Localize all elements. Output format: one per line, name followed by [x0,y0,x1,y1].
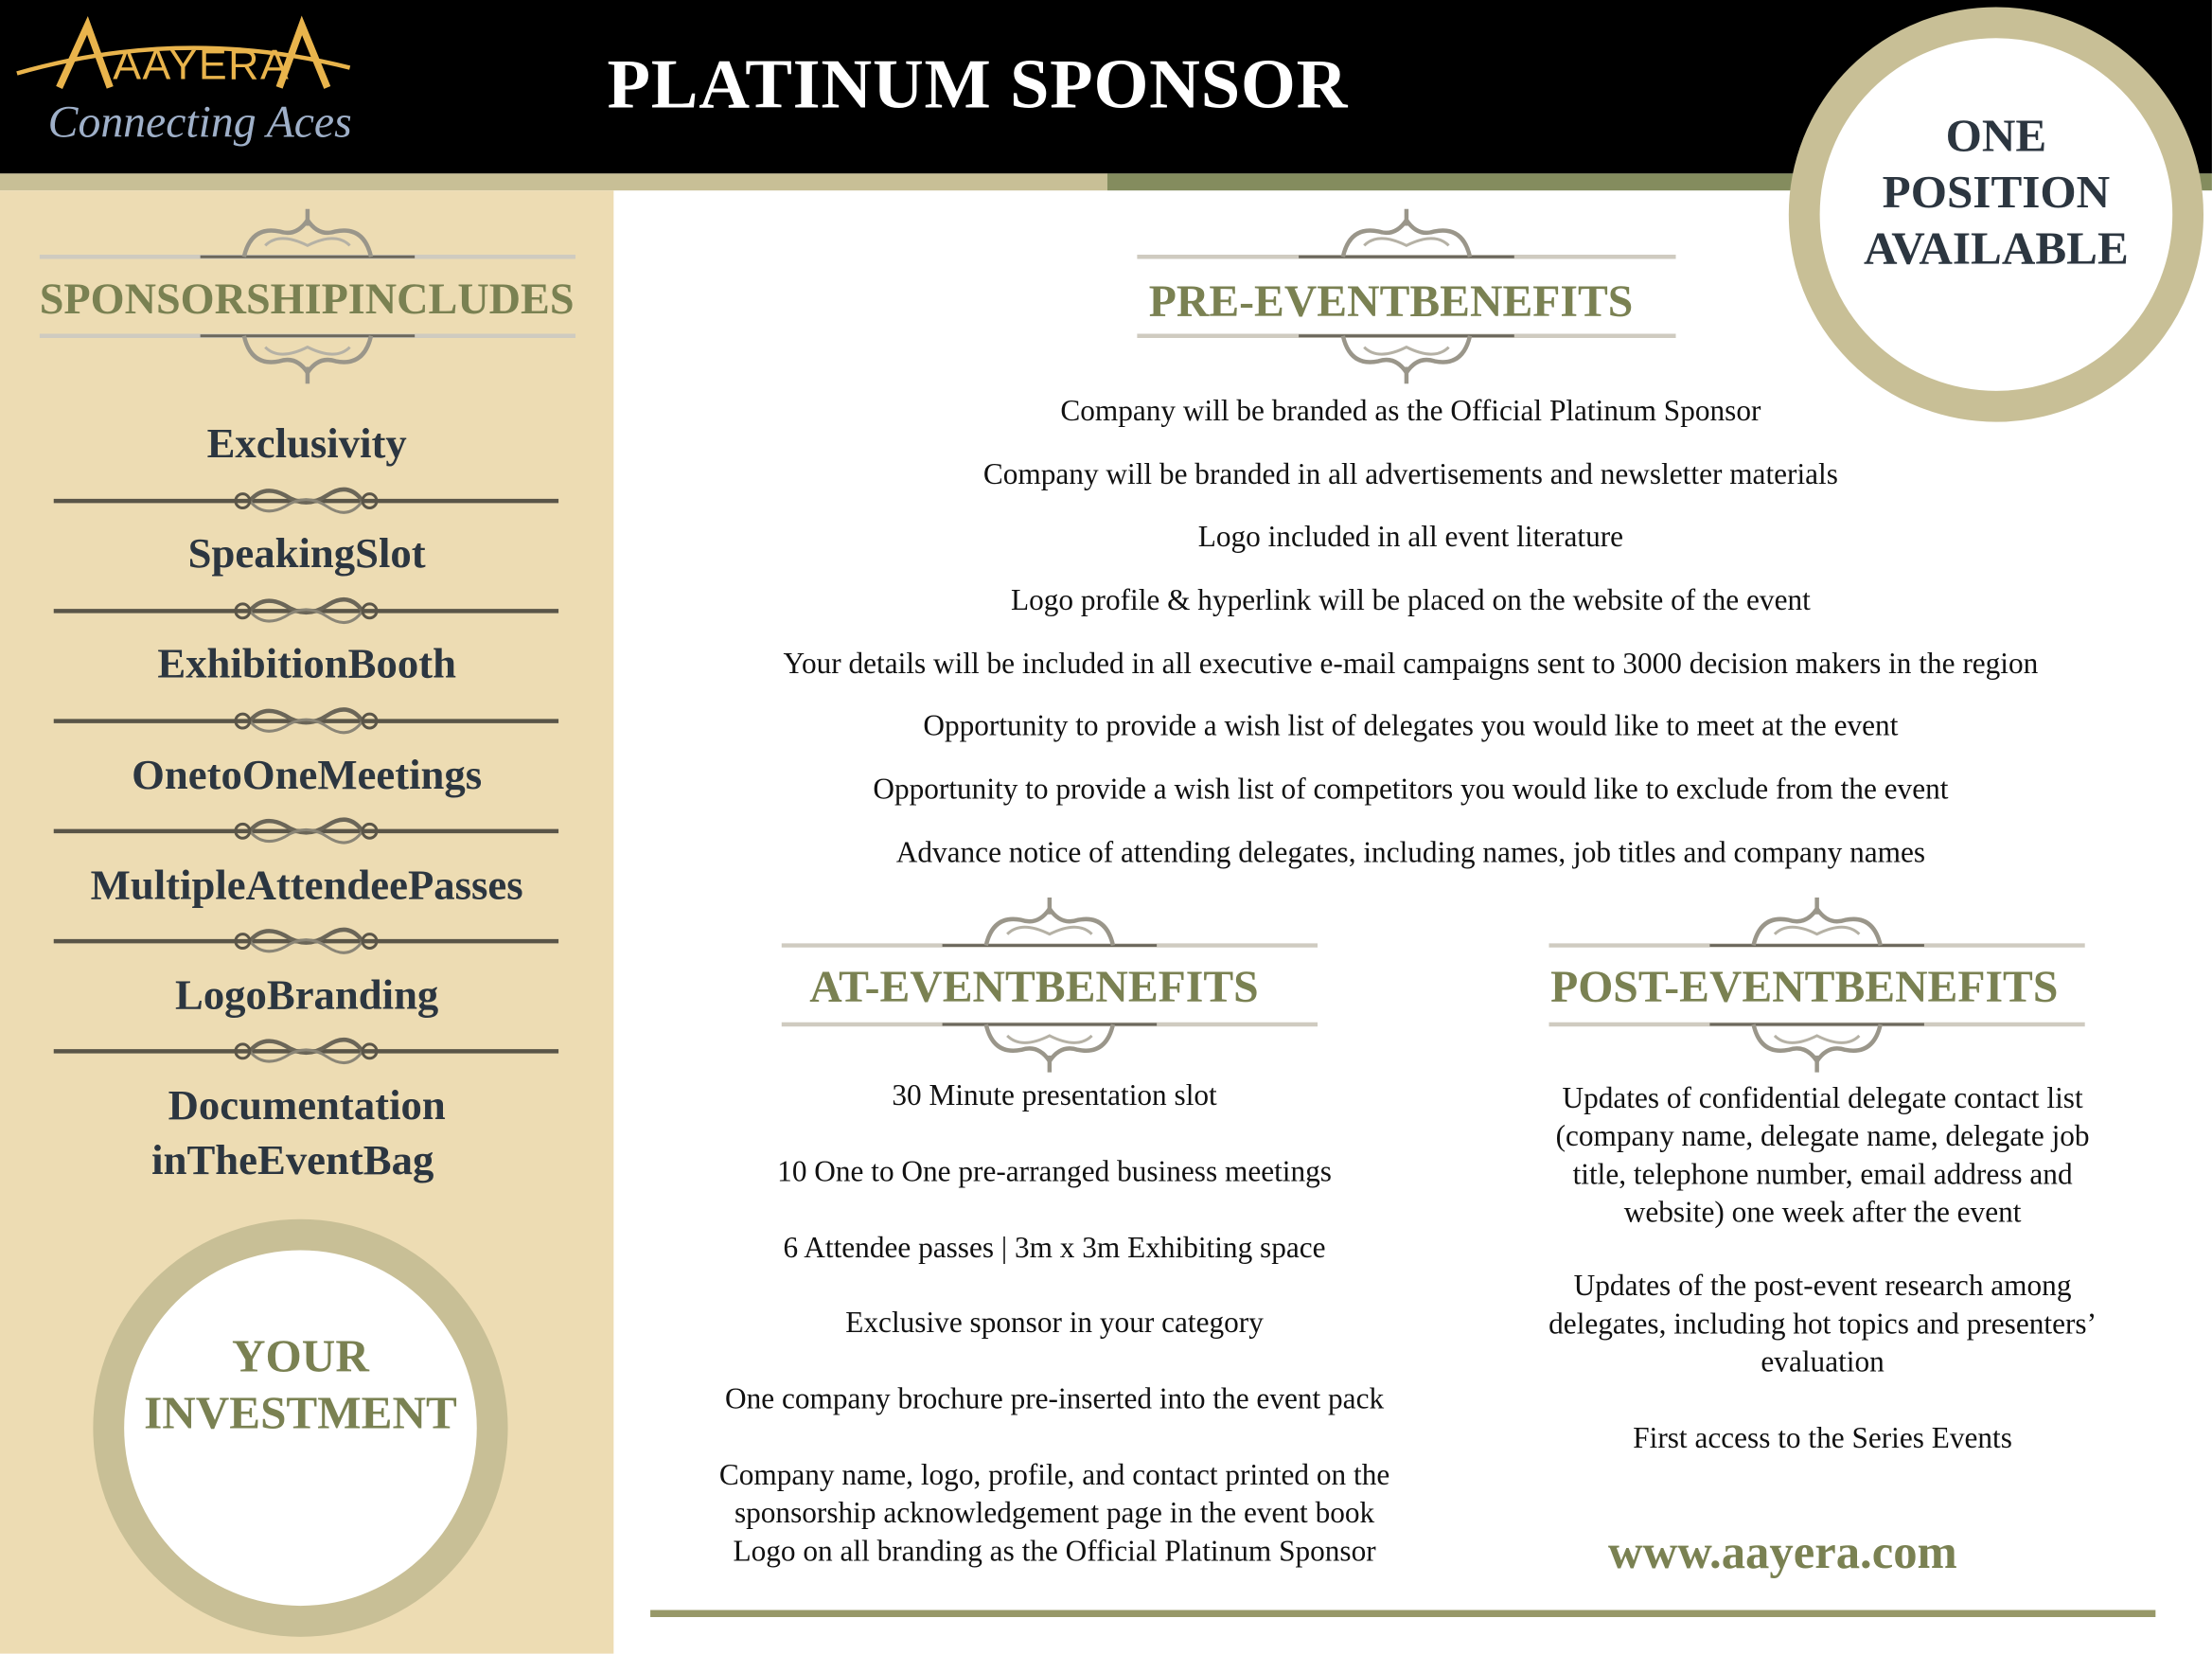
badge-line: POSITION [1882,168,2111,220]
sidebar-title: SPONSORSHIPINCLUDES [39,274,575,324]
sidebar-item-speaking-slot: SpeakingSlot [187,530,426,578]
list-item: Company will be branded as the Official Platinum Sponsor [1060,393,1761,428]
sidebar-item-documentation [0,1078,613,1188]
ornament-graphic [40,209,575,269]
badge-line: ONE [1945,111,2047,163]
investment-line: INVESTMENT [144,1388,457,1440]
ornament-graphic [40,325,575,384]
divider-icon [54,817,559,845]
ornament-graphic [54,927,559,955]
list-item: 10 One to One pre-arranged business meetings [777,1153,1332,1188]
ornament-graphic [54,817,559,845]
investment-line: YOUR [232,1331,369,1383]
list-item: First access to the Series Events [1633,1420,2012,1455]
logo-brand: AAYERA [113,42,291,89]
sidebar-item-attendee-passes: MultipleAttendeePasses [90,862,523,909]
ornament-top-icon [1137,209,1675,269]
ornament-bottom-icon [1548,1013,2084,1073]
post-event-title: POST-EVENTBENEFITS [1550,960,2059,1012]
divider-icon [54,927,559,955]
sidebar-item-logo-branding: LogoBranding [174,971,439,1020]
divider-icon [54,596,559,625]
list-item: Company will be branded in all advertisements and newsletter materials [982,456,1838,491]
divider-icon [54,487,559,515]
list-item: One company brochure pre-inserted into the event pack [724,1381,1385,1416]
ornament-top-icon [1548,898,2084,957]
ornament-top-icon [782,898,1318,957]
list-item: Opportunity to provide a wish list of competitors you would like to exclude from the event [873,772,1949,807]
list-item: Logo profile & hyperlink will be placed on the website of the event [1010,582,1811,617]
sidebar-item-one-to-one-meetings: OnetoOneMeetings [132,752,483,799]
ornament-graphic [54,707,559,736]
list-item: Opportunity to provide a wish list of delegates you would like to meet at the event [923,708,1899,743]
logo [0,0,367,169]
divider-icon [54,1037,559,1065]
logo-tagline: Connecting Aces [47,96,352,148]
list-item: Logo on all branding as the Official Platinum Sponsor [733,1533,1376,1568]
list-item: Updates of the post-event research among delegates, including hot topics and presenters’ evaluation [1548,1268,2097,1379]
list-item: Exclusive sponsor in your category [845,1306,1264,1340]
pre-event-title: PRE-EVENTBENEFITS [1148,275,1634,327]
list-item: Your details will be included in all executive e-mail campaigns sent to 3000 decision makers in the region [783,646,2039,681]
sidebar-item-exhibition-booth: ExhibitionBooth [157,640,456,687]
at-event-title: AT-EVENTBENEFITS [809,960,1259,1012]
item-line: inTheEventBag [151,1137,434,1184]
ornament-graphic [1137,209,1675,269]
ornament-top-icon [40,209,575,269]
website-link[interactable]: www.aayera.com [1608,1526,1957,1579]
ornament-graphic [1137,325,1675,384]
divider-icon [54,707,559,736]
header-accent-tan [0,173,1107,190]
item-line: Documentation [168,1082,446,1129]
ornament-graphic [1548,898,2084,957]
ornament-graphic [1548,1013,2084,1073]
page-title: PLATINUM SPONSOR [607,44,1349,123]
ornament-bottom-icon [1137,325,1675,384]
ornament-graphic [54,596,559,625]
sidebar-item-exclusivity: Exclusivity [206,420,407,468]
list-item: 30 Minute presentation slot [892,1077,1217,1112]
post-event-list [1546,1079,2098,1457]
ornament-graphic [782,898,1318,957]
list-item: 6 Attendee passes | 3m x 3m Exhibiting space [783,1230,1326,1264]
ornament-graphic [54,1037,559,1065]
bottom-rule [650,1610,2155,1617]
investment-badge [93,1219,507,1637]
list-item: Logo included in all event literature [1197,520,1624,554]
ornament-graphic [54,487,559,515]
ornament-bottom-icon [40,325,575,384]
availability-badge [1789,7,2203,421]
at-event-list [663,1076,1445,1608]
badge-line: AVAILABLE [1864,223,2129,276]
list-item: Updates of confidential delegate contact list (company name, delegate name, delegate job title, telephone number, email address and website) one week after the event [1555,1080,2090,1230]
list-item: Company name, logo, profile, and contact printed on the sponsorship acknowledgement page in the event book [718,1457,1390,1530]
ornament-graphic [782,1013,1318,1073]
pre-event-list [663,392,2158,897]
ornament-bottom-icon [782,1013,1318,1073]
list-item: Advance notice of attending delegates, including names, job titles and company names [895,835,1926,869]
